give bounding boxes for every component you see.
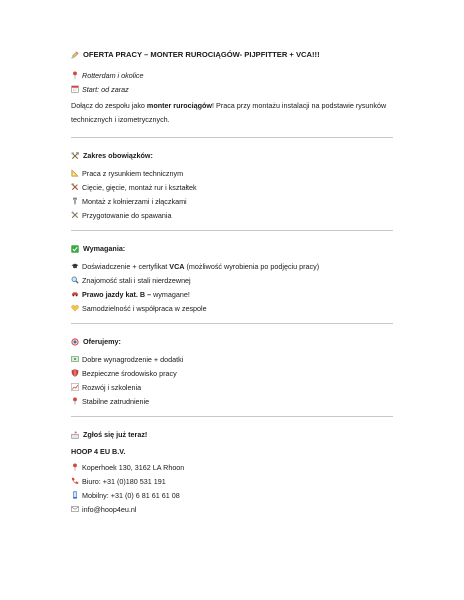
list-item-label: Przygotowanie do spawania [82, 210, 172, 220]
offer-list [71, 354, 393, 406]
office-phone-text[interactable]: Biuro: +31 (0)180 531 191 [82, 476, 166, 486]
intro-role: monter rurociągów [146, 101, 213, 111]
list-item-label: Cięcie, gięcie, montaż rur i kształtek [82, 182, 197, 192]
list-item [71, 396, 393, 406]
list-item [71, 210, 393, 220]
list-item [71, 289, 393, 299]
list-item [71, 303, 393, 313]
separator [71, 416, 393, 417]
chart-icon [71, 383, 79, 391]
wrench-icon [71, 211, 79, 219]
mobile-phone-line[interactable] [71, 490, 393, 500]
list-item-label: Rozwój i szkolenia [82, 382, 142, 392]
req-bold: Prawo jazdy kat. B – [82, 289, 152, 299]
list-item [71, 196, 393, 206]
car-icon [71, 290, 79, 298]
duties-heading-text: Zakres obowiązków: [83, 151, 153, 161]
offer-heading-text: Oferujemy: [83, 337, 121, 347]
bolt-icon [71, 197, 79, 205]
list-item-label: Samodzielność i współpraca w zespole [82, 303, 207, 313]
list-item-label [82, 262, 319, 271]
pencil-icon [71, 51, 79, 59]
intro-text-2: ! Praca przy montażu instalacji na podstawie rysunków technicznych i izometrycznych. [71, 101, 387, 124]
graduation-cap-icon [71, 262, 79, 270]
offer-heading [71, 336, 393, 347]
pin-icon [71, 463, 79, 471]
ruler-icon [71, 169, 79, 177]
heart-icon [71, 304, 79, 312]
duties-list [71, 168, 393, 220]
office-phone-line[interactable] [71, 476, 393, 486]
req-text-after: wymagane! [151, 289, 190, 299]
mobile-phone-icon [71, 491, 79, 499]
list-item-label: Montaż z kołnierzami i złączkami [82, 196, 187, 206]
magnifier-icon [71, 276, 79, 284]
intro-paragraph [71, 99, 393, 126]
envelope-icon [71, 505, 79, 513]
separator [71, 230, 393, 231]
req-text-after: (możliwość wyrobienia po podjęciu pracy) [184, 261, 320, 271]
apply-heading [71, 429, 393, 440]
tools-icon [71, 183, 79, 191]
location-line [71, 70, 393, 80]
separator [71, 137, 393, 138]
list-item-label: Stabilne zatrudnienie [82, 396, 150, 406]
tools-icon [71, 152, 79, 160]
separator [71, 323, 393, 324]
list-item [71, 261, 393, 271]
list-item-label: Bezpieczne środowisko pracy [82, 368, 177, 378]
check-icon [71, 245, 79, 253]
pin-icon [71, 397, 79, 405]
mobile-phone-text[interactable]: Mobilny: +31 (0) 6 81 61 61 08 [82, 490, 180, 500]
mailbox-icon [71, 431, 79, 439]
list-item [71, 275, 393, 285]
intro-text-1: Dołącz do zespołu jako [71, 101, 147, 111]
requirements-heading [71, 243, 393, 254]
address-text: Koperhoek 130, 3162 LA Rhoon [82, 462, 185, 472]
offer-title [71, 50, 393, 59]
company-name: HOOP 4 EU B.V. [71, 447, 126, 457]
list-item [71, 354, 393, 364]
requirements-list [71, 261, 393, 313]
money-icon [71, 355, 79, 363]
shield-icon [71, 369, 79, 377]
list-item-label: Praca z rysunkiem technicznym [82, 168, 184, 178]
phone-icon [71, 477, 79, 485]
job-offer [71, 50, 393, 518]
address-line [71, 462, 393, 472]
list-item [71, 382, 393, 392]
contact-list [71, 462, 393, 514]
start-line [71, 84, 393, 94]
email-line[interactable] [71, 504, 393, 514]
apply-heading-text: Zgłoś się już teraz! [83, 430, 148, 440]
location-text: Rotterdam i okolice [82, 70, 144, 80]
req-bold: VCA [169, 261, 185, 271]
list-item-label [82, 290, 190, 299]
requirements-heading-text: Wymagania: [83, 244, 126, 254]
list-item [71, 368, 393, 378]
start-text: Start: od zaraz [82, 84, 129, 94]
list-item [71, 168, 393, 178]
pin-icon [71, 71, 79, 79]
duties-heading [71, 150, 393, 161]
req-text: Doświadczenie + certyfikat [82, 261, 170, 271]
target-icon [71, 338, 79, 346]
email-text[interactable]: info@hoop4eu.nl [82, 504, 137, 514]
calendar-icon [71, 85, 79, 93]
list-item [71, 182, 393, 192]
list-item-label: Dobre wynagrodzenie + dodatki [82, 354, 184, 364]
list-item-label: Znajomość stali i stali nierdzewnej [82, 275, 191, 285]
offer-title-text: OFERTA PRACY – MONTER RUROCIĄGÓW- PIJPFITTER + VCA!!! [83, 50, 320, 59]
